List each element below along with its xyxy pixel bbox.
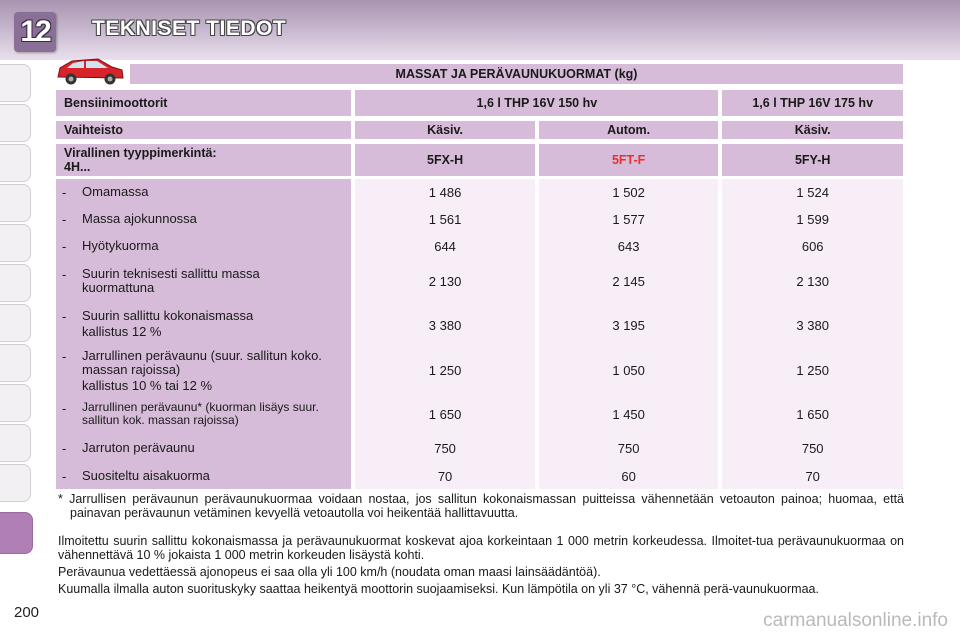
table-cell: 1 561 xyxy=(428,212,462,227)
type-3: 5FY-H xyxy=(722,144,903,176)
gearbox-3: Käsiv. xyxy=(722,121,903,139)
watermark: carmanualsonline.info xyxy=(763,610,948,631)
value-column-1 xyxy=(355,179,535,489)
footnote: * Jarrullisen perävaunun perävaunukuormaa voidaan nostaa, jos sallitun kokonaismassan puitteissa vähennetään vetoauton painoa; huomaa, että painavan perävaunun vetäminen kevyellä vetoautolla voi heikentää hallittavuutta. xyxy=(58,492,904,520)
table-cell: 1 250 xyxy=(428,363,462,378)
table-row-label: - Hyötykuorma xyxy=(62,238,159,254)
page-title: TEKNISET TIEDOT xyxy=(92,17,287,40)
table-cell: 3 380 xyxy=(796,318,829,333)
chapter-tab[interactable] xyxy=(0,64,31,102)
table-title-row xyxy=(130,64,903,84)
table-cell: 1 250 xyxy=(796,363,829,378)
car-icon xyxy=(54,52,126,88)
chapter-tab[interactable] xyxy=(0,184,31,222)
label-column xyxy=(56,179,351,489)
type-label-line-2: 4H... xyxy=(64,160,91,174)
table-title: MASSAT JA PERÄVAUNUKUORMAT (kg) xyxy=(130,64,903,84)
table-cell: 644 xyxy=(434,239,456,254)
table-cell: 606 xyxy=(801,239,824,254)
type-row xyxy=(56,144,903,176)
table-cell: 750 xyxy=(801,441,824,456)
table-cell: 1 502 xyxy=(612,185,645,200)
table-cell: 2 130 xyxy=(796,274,829,289)
table-row-label: - Jarruton perävaunu xyxy=(62,440,195,456)
table-row-label: - Jarrullinen perävaunu* (kuorman lisäys suur. sallitun kok. massan rajoissa) xyxy=(62,400,319,427)
note-paragraph: Perävaunua vedettäessä ajonopeus ei saa olla yli 100 km/h (noudata oman maasi lainsäädäntöä). xyxy=(58,565,601,579)
chapter-tab[interactable] xyxy=(0,144,31,182)
table-row-label: - Suurin teknisesti sallittu massa kuormattuna xyxy=(62,266,260,295)
type-label xyxy=(56,144,351,176)
type-label-line-1: Virallinen tyyppimerkintä: xyxy=(64,146,217,160)
chapter-tab[interactable] xyxy=(0,104,31,142)
table-cell: 1 599 xyxy=(796,212,829,227)
table-cell: 750 xyxy=(434,441,456,456)
notes xyxy=(58,492,904,599)
table-row-label: - Massa ajokunnossa xyxy=(62,211,197,227)
gearbox-label: Vaihteisto xyxy=(56,121,351,139)
table-cell: 2 130 xyxy=(428,274,462,289)
table-cell: 3 195 xyxy=(612,318,645,333)
table-row-label: - Omamassa xyxy=(62,184,149,200)
chapter-tab[interactable] xyxy=(0,224,31,262)
table-cell: 1 650 xyxy=(428,407,462,422)
table-cell: 2 145 xyxy=(612,274,645,289)
value-column-3 xyxy=(722,179,903,489)
table-cell: 1 050 xyxy=(612,363,645,378)
table-cell: 1 450 xyxy=(612,407,645,422)
table-cell: 1 577 xyxy=(612,212,645,227)
chapter-tab-strip xyxy=(0,60,38,570)
table-row-label: - Suositeltu aisakuorma xyxy=(62,468,210,484)
data-table-body xyxy=(56,179,903,489)
chapter-badge: 12 xyxy=(14,12,56,52)
gearbox-row xyxy=(56,121,903,139)
table-row-label: - Jarrullinen perävaunu (suur. sallitun koko. massan rajoissa) kallistus 10 % tai 12 % xyxy=(62,348,322,393)
table-cell: 70 xyxy=(805,469,820,484)
chapter-tab-active[interactable] xyxy=(0,512,33,554)
note-paragraph: Kuumalla ilmalla auton suorituskyky saattaa heikentyä moottorin suojaamiseksi. Kun lämpötila on yli 37 °C, vähennä perä-vaunukuormaa. xyxy=(58,582,819,596)
table-cell: 1 524 xyxy=(796,185,829,200)
type-1: 5FX-H xyxy=(355,144,535,176)
engine-a: 1,6 l THP 16V 150 hv xyxy=(355,90,718,116)
table-cell: 643 xyxy=(617,239,640,254)
table-cell: 750 xyxy=(617,441,640,456)
table-cell: 60 xyxy=(621,469,636,484)
gearbox-2: Autom. xyxy=(539,121,719,139)
chapter-tab[interactable] xyxy=(0,304,31,342)
engine-label: Bensiinimoottorit xyxy=(56,90,351,116)
gearbox-1: Käsiv. xyxy=(355,121,535,139)
table-cell: 3 380 xyxy=(428,318,462,333)
chapter-tab[interactable] xyxy=(0,424,31,462)
chapter-tab[interactable] xyxy=(0,344,31,382)
table-cell: 1 650 xyxy=(796,407,829,422)
chapter-tab[interactable] xyxy=(0,464,31,502)
chapter-tab[interactable] xyxy=(0,264,31,302)
value-column-2 xyxy=(539,179,719,489)
page-number: 200 xyxy=(14,604,40,621)
note-paragraph: Ilmoitettu suurin sallittu kokonaismassa ja perävaunukuormat koskevat ajoa korkeintaan 1 000 metrin korkeudessa. Ilmoitet-tua perävaunukuormaa on vähennettävä 10 % jokaista 1 000 metrin korkeuden lisäystä kohti. xyxy=(58,534,904,562)
type-2-highlighted: 5FT-F xyxy=(539,144,719,176)
table-cell: 1 486 xyxy=(428,185,462,200)
table-row-label: - Suurin sallittu kokonaismassa kallistus 12 % xyxy=(62,308,254,339)
engine-b: 1,6 l THP 16V 175 hv xyxy=(722,90,903,116)
chapter-tab[interactable] xyxy=(0,384,31,422)
engine-row xyxy=(56,90,903,116)
table-cell: 70 xyxy=(437,469,453,484)
